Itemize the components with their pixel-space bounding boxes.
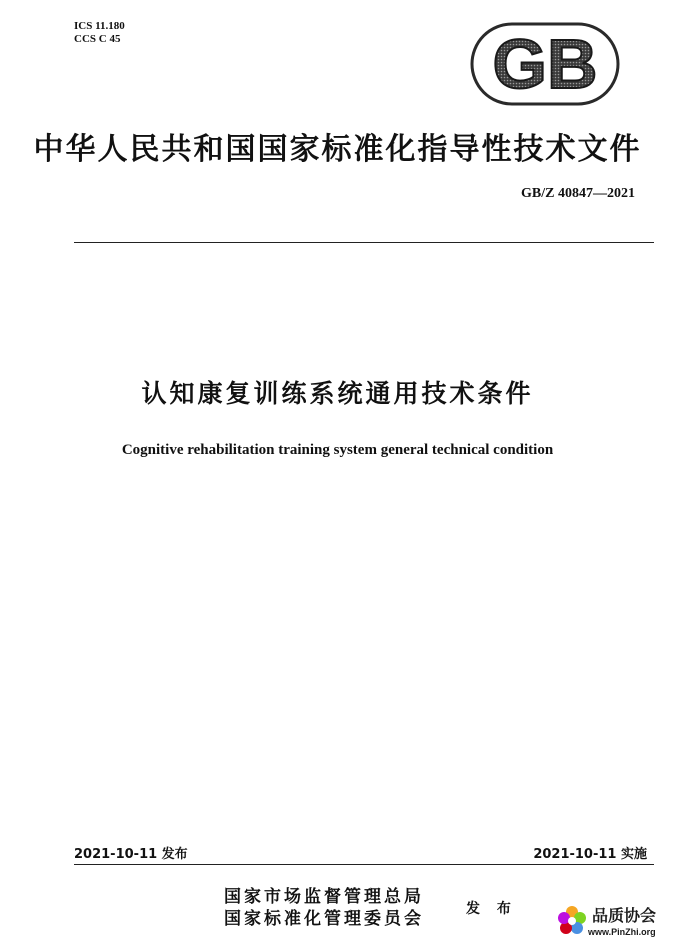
issuing-authorities	[224, 886, 424, 930]
publish-label: 发 布	[466, 901, 517, 917]
issuer-samr: 国家市场监督管理总局	[224, 887, 424, 907]
implementation-date: 2021-10-11 实施	[533, 847, 647, 862]
flower-logo-icon	[556, 904, 588, 936]
watermark-url[interactable]: www.PinZhi.org	[588, 927, 656, 937]
top-divider	[74, 242, 654, 243]
issue-date: 2021-10-11 发布	[74, 847, 188, 862]
classification-codes	[74, 20, 125, 46]
ics-code: ICS 11.180	[74, 20, 125, 32]
gb-logo-text: GB	[492, 25, 598, 103]
standard-title: 中华人民共和国国家标准化指导性技术文件	[33, 132, 642, 167]
watermark-name: 品质协会	[592, 906, 657, 925]
gb-logo-icon	[470, 22, 620, 106]
document-title-zh: 认知康复训练系统通用技术条件	[141, 379, 534, 408]
issuer-sac: 国家标准化管理委员会	[224, 909, 424, 929]
document-title-en: Cognitive rehabilitation training system general technical condition	[121, 442, 554, 458]
bottom-divider	[74, 864, 654, 865]
ccs-code: CCS C 45	[74, 33, 121, 45]
standard-number: GB/Z 40847—2021	[521, 186, 635, 201]
